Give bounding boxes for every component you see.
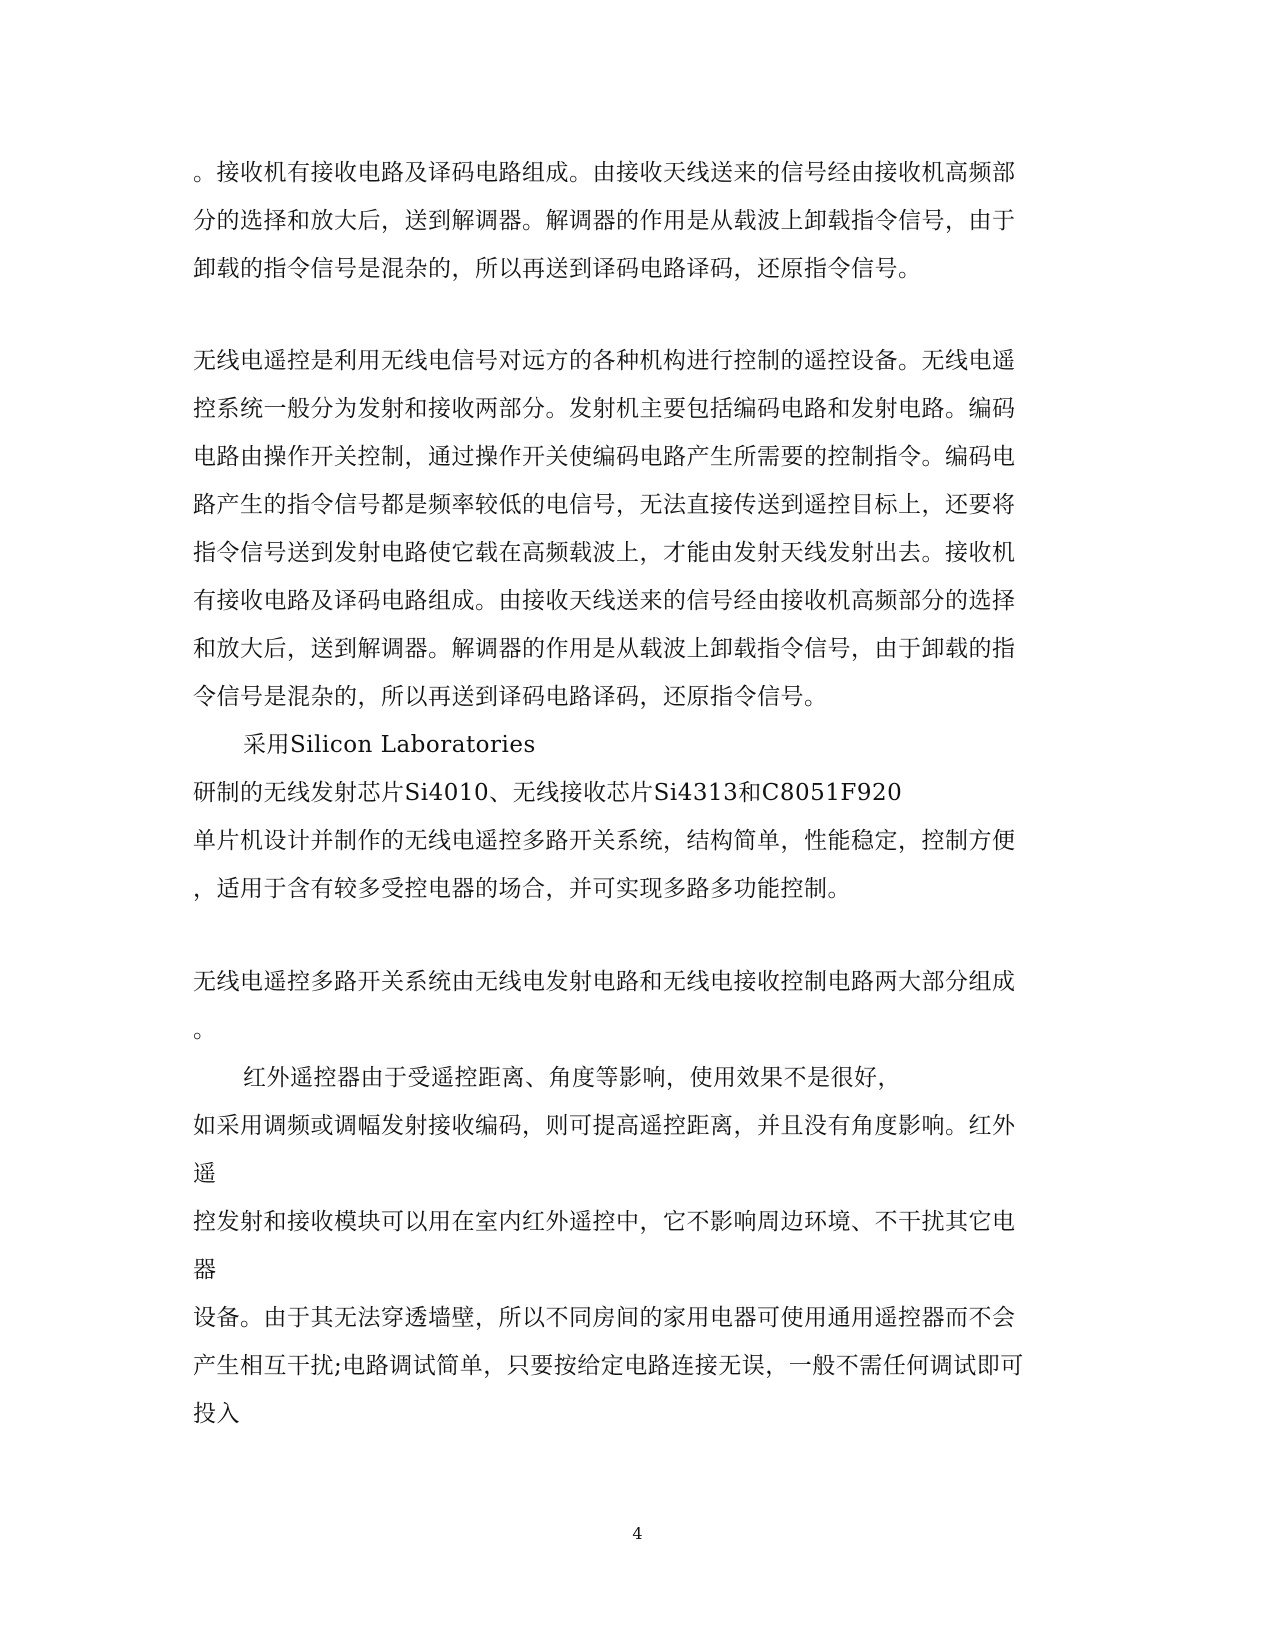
text-line: 分的选择和放大后，送到解调器。解调器的作用是从载波上卸载指令信号，由于 bbox=[193, 208, 1016, 234]
text-line: 卸载的指令信号是混杂的，所以再送到译码电路译码，还原指令信号。 bbox=[193, 256, 922, 282]
text-line: ，适用于含有较多受控电器的场合，并可实现多路多功能控制。 bbox=[193, 876, 851, 902]
page-number: 4 bbox=[632, 1524, 643, 1543]
text-line: 指令信号送到发射电路使它载在高频载波上，才能由发射天线发射出去。接收机 bbox=[193, 540, 1016, 566]
text-line: 研制的无线发射芯片Si4010、无线接收芯片Si4313和C8051F920 bbox=[193, 780, 903, 806]
text-line: 和放大后，送到解调器。解调器的作用是从载波上卸载指令信号，由于卸载的指 bbox=[193, 636, 1016, 662]
text-line: 设备。由于其无法穿透墙壁，所以不同房间的家用电器可使用通用遥控器而不会 bbox=[193, 1305, 1016, 1331]
text-line: 单片机设计并制作的无线电遥控多路开关系统，结构简单，性能稳定，控制方便 bbox=[193, 828, 1016, 854]
text-line: 无线电遥控多路开关系统由无线电发射电路和无线电接收控制电路两大部分组成 bbox=[193, 969, 1016, 995]
text-line: 控发射和接收模块可以用在室内红外遥控中，它不影响周边环境、不干扰其它电 bbox=[193, 1209, 1016, 1235]
text-line: 遥 bbox=[193, 1161, 217, 1187]
text-line: 有接收电路及译码电路组成。由接收天线送来的信号经由接收机高频部分的选择 bbox=[193, 588, 1016, 614]
text-line: 。 bbox=[193, 1017, 217, 1043]
text-line: 红外遥控器由于受遥控距离、角度等影响，使用效果不是很好， bbox=[243, 1065, 901, 1091]
text-line: 路产生的指令信号都是频率较低的电信号，无法直接传送到遥控目标上，还要将 bbox=[193, 492, 1016, 518]
text-line: 产生相互干扰;电路调试简单，只要按给定电路连接无误，一般不需任何调试即可 bbox=[193, 1353, 1024, 1379]
text-line: 电路由操作开关控制，通过操作开关使编码电路产生所需要的控制指令。编码电 bbox=[193, 444, 1016, 470]
text-line: 采用Silicon Laboratories bbox=[243, 732, 536, 758]
text-line: 控系统一般分为发射和接收两部分。发射机主要包括编码电路和发射电路。编码 bbox=[193, 396, 1016, 422]
text-line: 。接收机有接收电路及译码电路组成。由接收天线送来的信号经由接收机高频部 bbox=[193, 160, 1016, 186]
text-line: 投入 bbox=[193, 1401, 240, 1427]
text-line: 器 bbox=[193, 1257, 217, 1283]
text-line: 无线电遥控是利用无线电信号对远方的各种机构进行控制的遥控设备。无线电遥 bbox=[193, 348, 1016, 374]
text-line: 令信号是混杂的，所以再送到译码电路译码，还原指令信号。 bbox=[193, 684, 828, 710]
text-line: 如采用调频或调幅发射接收编码，则可提高遥控距离，并且没有角度影响。红外 bbox=[193, 1113, 1016, 1139]
